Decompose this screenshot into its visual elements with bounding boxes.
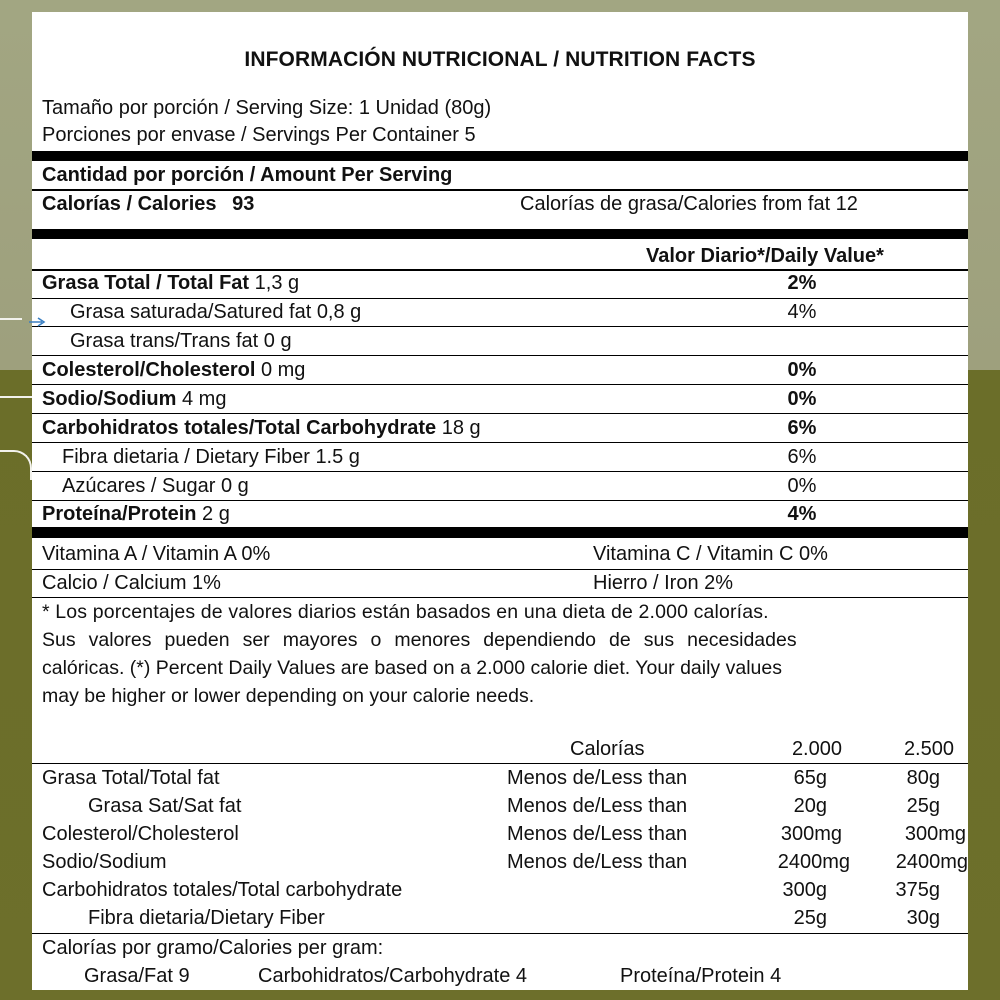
- footnote-line: calóricas. (*) Percent Daily Values are based on a 2.000 calorie diet. Your daily values: [42, 657, 782, 679]
- divider: [32, 413, 968, 414]
- dv-percent: 0%: [787, 359, 817, 381]
- dv-percent: 4%: [787, 301, 817, 323]
- dv-percent: 6%: [787, 446, 817, 468]
- nutrient-row-saturated-fat: Grasa saturada/Satured fat 0,8 g 4%: [70, 300, 968, 324]
- calories-row: [42, 192, 968, 216]
- reference-row: Sodio/Sodium Menos de/Less than 2400mg 2400mg: [42, 851, 968, 873]
- nutrition-label: INFORMACIÓN NUTRICIONAL / NUTRITION FACTS Tamaño por porción / Serving Size: 1 Unidad (80g) Porciones por envase / Servings Per Container 5 Cantidad por porción / Amount Per Serving Calorías / Calories 93 Calorías de grasa/Calories from fat 12 Valor Diario*/Daily Value* Grasa Total / Total Fat 1,3 g 2% Grasa saturada/Satured fat 0,8 g 4% Grasa trans/Trans fat 0 g Colesterol/Cholesterol 0 mg 0% Sodio/Sodium 4 mg 0% Carbohidratos totales/Total Carbohydrate 18 g 6% Fibra dietaria / Dietary Fiber 1.5 g 6% Azúcares / Sugar 0 g 0% Proteína/Protein 2 g 4% Vitamina A / Vitamin A 0% Vitamina C / Vitamin C 0% Calcio / Calcium 1% Hierro / Iron 2% * Los porcentajes de valores diarios están basados en una dieta de 2.000 calorías. Sus valores pueden ser mayores o menores dependiendo de sus necesidades calóricas. (*) Percent Daily Values are based on a 2.000 calorie diet. Your daily values may be higher or lower depending on your calorie needs. Calorías 2.000 2.500 Grasa Total/Total fat Menos de/Less than 65g 80g Grasa Sat/Sat fat Menos de/Less than 20g 25g Colesterol/Cholesterol Menos de/Less than 300mg 300mg Sodio/Sodium Menos de/Less than 2400mg 2400mg Carbohidratos totales/Total carbohydrate 300g 375g Fibra dietaria/Dietary Fiber 25g 30g Calorías por gramo/Calories per gram: Grasa/Fat 9 Carbohidratos/Carbohydrate 4 Proteína/Protein 4: [32, 12, 968, 990]
- iron: Hierro / Iron 2%: [593, 572, 734, 594]
- footnote-line: Sus valores pueden ser mayores o menores dependiendo de sus necesidades: [42, 629, 797, 651]
- serving-size: Tamaño por porción / Serving Size: 1 Unidad (80g): [42, 97, 492, 119]
- divider: [32, 763, 968, 764]
- servings-per-container: Porciones por envase / Servings Per Container 5: [42, 124, 476, 146]
- footnote-line: * Los porcentajes de valores diarios están basados en una dieta de 2.000 calorías.: [42, 601, 769, 623]
- calories-label: Calorías / Calories: [42, 193, 217, 215]
- divider: [32, 471, 968, 472]
- nutrient-row-dietary-fiber: Fibra dietaria / Dietary Fiber 1.5 g 6%: [62, 445, 968, 469]
- background-line-1: [0, 318, 22, 320]
- footnote-line: may be higher or lower depending on your calorie needs.: [42, 685, 535, 707]
- vitamin-a: Vitamina A / Vitamin A 0%: [42, 543, 271, 565]
- nutrient-row-cholesterol: Colesterol/Cholesterol 0 mg 0%: [42, 358, 968, 382]
- vitamin-row-2: [42, 571, 968, 595]
- divider: [32, 597, 968, 598]
- divider: [32, 384, 968, 385]
- divider: [32, 298, 968, 299]
- nutrient-row-sugar: Azúcares / Sugar 0 g 0%: [62, 474, 968, 498]
- divider: [32, 326, 968, 327]
- dv-percent: 2%: [787, 272, 817, 294]
- calories-value: 93: [232, 193, 255, 215]
- reference-row: Grasa Sat/Sat fat Menos de/Less than 20g 25g: [88, 795, 940, 817]
- reference-row: Fibra dietaria/Dietary Fiber 25g 30g: [88, 907, 940, 929]
- reference-row: Grasa Total/Total fat Menos de/Less than 65g 80g: [42, 767, 940, 789]
- thick-divider: [32, 229, 968, 239]
- nutrient-row-total-carbohydrate: Carbohidratos totales/Total Carbohydrate 18 g 6%: [42, 416, 968, 440]
- nutrient-row-sodium: Sodio/Sodium 4 mg 0%: [42, 387, 968, 411]
- background-curve: [0, 450, 32, 480]
- vitamin-row-1: [42, 542, 968, 566]
- vitamin-c: Vitamina C / Vitamin C 0%: [593, 543, 828, 565]
- divider: [32, 442, 968, 443]
- amount-per-serving: Cantidad por porción / Amount Per Serving: [42, 164, 453, 186]
- divider: [32, 500, 968, 501]
- arrow-icon: [28, 316, 48, 328]
- nutrient-row-protein: Proteína/Protein 2 g 4%: [42, 502, 968, 526]
- calories-from-fat: Calorías de grasa/Calories from fat 12: [520, 193, 858, 215]
- divider: [32, 569, 968, 570]
- reference-row: Carbohidratos totales/Total carbohydrate 300g 375g: [42, 879, 940, 901]
- calcium: Calcio / Calcium 1%: [42, 572, 221, 594]
- background-line-2: [0, 396, 32, 398]
- dv-percent: 4%: [787, 503, 817, 525]
- dv-percent: 6%: [787, 417, 817, 439]
- divider: [32, 933, 968, 934]
- label-title: INFORMACIÓN NUTRICIONAL / NUTRITION FACTS: [244, 48, 756, 71]
- calories-per-gram-label: Calorías por gramo/Calories per gram:: [42, 937, 384, 959]
- thick-divider: [32, 151, 968, 161]
- thick-divider: [32, 527, 968, 538]
- nutrient-row-trans-fat: Grasa trans/Trans fat 0 g: [70, 330, 292, 352]
- divider: [32, 189, 968, 191]
- dv-percent: 0%: [787, 475, 817, 497]
- divider: [32, 355, 968, 356]
- nutrient-row-total-fat: Grasa Total / Total Fat 1,3 g 2%: [42, 271, 968, 295]
- dv-percent: 0%: [787, 388, 817, 410]
- reference-row: Colesterol/Cholesterol Menos de/Less than 300mg 300mg: [42, 823, 966, 845]
